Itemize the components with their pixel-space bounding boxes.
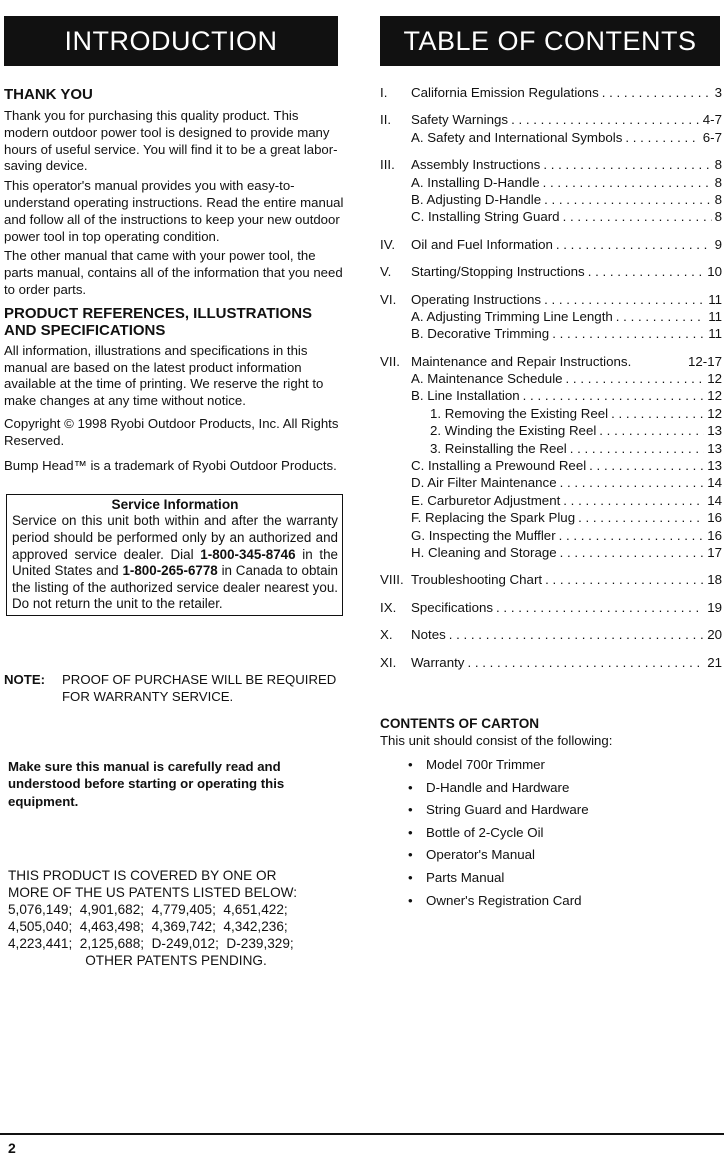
contents-of-carton-heading: CONTENTS OF CARTON [380,715,540,731]
toc-entry-title: Safety Warnings [411,112,509,128]
patents-line: 4,223,441; 2,125,688; D-249,012; D-239,329; [8,936,294,951]
toc-dot-leader [552,325,705,342]
toc-dot-leader [602,84,712,101]
toc-entry-number: VIII. [380,572,404,588]
toc-entry-number [380,509,411,526]
toc-dot-leader [543,174,712,191]
us-phone-number: 1-800-345-8746 [200,546,296,562]
toc-dot-leader [523,387,705,404]
toc-entry-number: I. [380,85,388,100]
toc-entry-number [380,387,411,404]
toc-entry-number [380,370,411,387]
carton-item: • Bottle of 2-Cycle Oil [380,822,722,845]
page-number: 2 [8,1140,16,1156]
service-information-title: Service Information [111,497,239,513]
toc-entry-title: A. Installing D-Handle [411,174,540,190]
toc-entry-title: Starting/Stopping Instructions [411,264,585,280]
toc-entry [380,174,722,191]
toc-entry [380,457,722,474]
carton-item-list [380,754,722,912]
contents-of-carton-intro: This unit should consist of the following: [380,732,613,748]
toc-entry-page: 10 [707,264,722,280]
toc-dot-leader [588,263,705,280]
toc-entry-title: Notes [411,627,446,643]
table-of-contents [380,84,722,671]
toc-entry-title: Assembly Instructions [411,157,541,173]
toc-dot-leader [563,208,712,225]
toc-entry-title: A. Maintenance Schedule [411,371,563,387]
toc-dot-leader [616,308,705,325]
toc-entry-title: F. Replacing the Spark Plug [411,510,576,526]
toc-entry-title: Warranty [411,654,465,670]
toc-dot-leader [559,527,705,544]
toc-entry-number [380,208,411,225]
toc-entry-number: XI. [380,654,397,670]
toc-dot-leader [544,291,705,308]
patents-block [8,867,344,969]
toc-entry-title: H. Cleaning and Storage [411,544,557,560]
toc-entry-number [380,174,411,191]
toc-entry-page: 17 [707,544,722,560]
toc-entry [380,527,722,544]
toc-entry-title: C. Installing a Prewound Reel [411,458,587,474]
toc-entry-number: II. [380,112,392,128]
toc-entry-page: 13 [707,440,722,456]
toc-entry-number: VI. [380,291,397,307]
toc-entry [380,509,722,526]
toc-entry-page: 12 [707,405,722,421]
toc-dot-leader [578,509,704,526]
toc-entry-title: Troubleshooting Chart [411,572,543,588]
toc-entry-page: 16 [707,510,722,526]
toc-entry-number [380,405,411,422]
toc-entry-page: 19 [707,599,722,615]
toc-entry-title: B. Adjusting D-Handle [411,191,542,207]
thank-you-heading: THANK YOU [4,86,93,103]
toc-entry [380,474,722,491]
toc-dot-leader [449,626,704,643]
toc-entry-title: California Emission Regulations [411,85,599,100]
toc-entry-title: G. Inspecting the Muffler [411,527,556,543]
toc-entry-title: A. Safety and International Symbols [411,129,623,145]
toc-entry-title: 2. Winding the Existing Reel [430,423,597,439]
note-label: NOTE: [4,671,46,687]
toc-dot-leader: . [627,353,632,369]
trademark-paragraph: Bump Head™ is a trademark of Ryobi Outdoor Products. [4,457,337,473]
toc-entry [380,129,722,146]
carton-item: • String Guard and Hardware [380,799,722,822]
toc-entry [380,263,722,280]
left-column [4,16,344,969]
toc-entry [380,353,722,370]
toc-entry-title: 1. Removing the Existing Reel [430,405,609,421]
toc-entry [380,654,722,671]
toc-entry-page: 8 [714,191,722,207]
toc-entry-number [380,422,411,439]
toc-entry-number: VII. [380,353,400,369]
carton-item: • Parts Manual [380,867,722,890]
carton-item: • Owner's Registration Card [380,890,722,913]
toc-entry-number [380,474,411,491]
toc-entry [380,325,722,342]
toc-entry-title: 3. Reinstalling the Reel [430,440,567,456]
toc-entry-title: Maintenance and Repair Instructions [411,353,628,369]
toc-entry-number [380,492,411,509]
copyright-paragraph: Copyright © 1998 Ryobi Outdoor Products, Inc. All Rights Reserved. [4,415,339,448]
toc-entry [380,208,722,225]
toc-entry-number [380,527,411,544]
toc-entry [380,405,722,422]
toc-entry-page: 8 [714,157,722,173]
toc-entry-page: 12 [707,388,722,404]
toc-dot-leader [563,492,704,509]
thank-you-paragraph: Thank you for purchasing this quality product. This modern outdoor power tool is designed to provide many hours of useful service. You will find it to be a great labor-saving device. [4,108,338,174]
toc-entry-number [380,129,411,146]
toc-entry-title: C. Installing String Guard [411,209,560,225]
carton-item: • D-Handle and Hardware [380,777,722,800]
toc-dot-leader [570,440,704,457]
contents-of-carton [380,715,722,912]
toc-entry [380,422,722,439]
note [4,672,344,706]
toc-entry-number [380,325,411,342]
product-references-heading: PRODUCT REFERENCES, ILLUSTRATIONS AND SPECIFICATIONS [4,304,313,339]
toc-entry-page: 11 [708,291,722,307]
toc-entry [380,544,722,561]
toc-entry-page: 16 [707,527,722,543]
toc-entry-number [380,440,411,457]
service-information-text: Service on this unit both within and after the warranty period should be performed only by an authorized and approved service dealer. Dial 1-800-345-8746 in the United States and 1-800-265-6778 in Canada to obtain the listing of the authorized service dealer nearest you. Do not return the unit to the retailer. [12,513,339,612]
toc-entry-page: 11 [708,308,722,324]
toc-entry [380,370,722,387]
toc-dot-leader [611,405,704,422]
toc-entry-page: 12-17 [687,353,722,369]
toc-dot-leader [560,544,705,561]
toc-entry-number [380,308,411,325]
toc-entry-page: 13 [707,423,722,439]
bottom-rule [0,1133,724,1135]
toc-entry-title: B. Decorative Trimming [411,326,550,342]
read-manual-warning: Make sure this manual is carefully read and understood before starting or operating this equipment. [8,758,285,809]
patents-line: 5,076,149; 4,901,682; 4,779,405; 4,651,422; [8,902,288,917]
toc-dot-leader [589,457,704,474]
toc-dot-leader [511,111,700,128]
toc-entry-number [380,191,411,208]
table-of-contents-banner: TABLE OF CONTENTS [380,16,720,66]
toc-entry-number: III. [380,157,395,173]
toc-dot-leader [566,370,705,387]
toc-entry-number [380,544,411,561]
toc-entry-page: 21 [707,654,722,670]
toc-dot-leader [560,474,705,491]
toc-entry-title: D. Air Filter Maintenance [411,475,557,491]
right-column [380,16,722,912]
toc-entry-page: 14 [707,492,722,508]
toc-entry-page: 8 [714,209,722,225]
toc-entry-page: 11 [708,326,722,342]
toc-dot-leader [544,191,712,208]
toc-entry-page: 9 [714,236,722,252]
toc-dot-leader [599,422,704,439]
manual-paragraph: This operator's manual provides you with easy-to-understand operating instructions. Read the entire manual and follow all of the instructions to keep your new outdoor power tool in top operating condition. [4,178,344,244]
toc-entry-page: 14 [707,475,722,491]
toc-dot-leader [543,156,711,173]
toc-entry [380,84,722,101]
toc-entry-title: A. Adjusting Trimming Line Length [411,308,613,324]
toc-entry-page: 13 [707,458,722,474]
toc-entry-page: 6-7 [702,129,722,145]
toc-entry [380,156,722,173]
toc-entry [380,571,722,588]
patents-line: MORE OF THE US PATENTS LISTED BELOW: [8,885,298,900]
introduction-banner: INTRODUCTION [4,16,338,66]
toc-entry [380,236,722,253]
toc-entry-title: B. Line Installation [411,388,520,404]
service-information-box [6,494,343,616]
toc-entry-page: 12 [707,371,722,387]
canada-phone-number: 1-800-265-6778 [122,563,218,579]
toc-entry-page: 20 [707,627,722,643]
carton-item: • Model 700r Trimmer [380,754,722,777]
toc-entry-number: V. [380,264,392,280]
toc-dot-leader [496,599,704,616]
patents-line: 4,505,040; 4,463,498; 4,369,742; 4,342,236; [8,919,288,934]
toc-entry-page: 8 [714,174,722,190]
toc-dot-leader [545,571,704,588]
toc-dot-leader [556,236,712,253]
toc-entry-title: Oil and Fuel Information [411,236,553,252]
toc-entry-title: E. Carburetor Adjustment [411,492,561,508]
toc-entry [380,191,722,208]
patents-pending: OTHER PATENTS PENDING. [85,953,267,968]
toc-entry-number: X. [380,627,393,643]
toc-entry-number: IV. [380,236,396,252]
carton-item: • Operator's Manual [380,844,722,867]
patents-line: THIS PRODUCT IS COVERED BY ONE OR [8,868,277,883]
toc-entry [380,387,722,404]
parts-manual-paragraph: The other manual that came with your power tool, the parts manual, contains all of the information that you need to order parts. [4,248,343,297]
toc-dot-leader [625,129,699,146]
toc-entry-page: 18 [707,572,722,588]
toc-entry [380,492,722,509]
specifications-paragraph: All information, illustrations and specifications in this manual are based on the latest product information available at the time of printing. We reserve the right to make changes at any time without notice. [4,342,324,409]
toc-entry-number [380,457,411,474]
toc-entry-title: Specifications [411,599,494,615]
toc-entry-number: IX. [380,599,397,615]
toc-entry [380,111,722,128]
toc-entry-title: Operating Instructions [411,291,542,307]
toc-entry [380,291,722,308]
note-text: PROOF OF PURCHASE WILL BE REQUIRED FOR WARRANTY SERVICE. [62,671,337,704]
toc-entry-page: 3 [714,85,722,100]
toc-entry [380,626,722,643]
toc-entry-page: 4-7 [702,112,722,128]
toc-entry [380,440,722,457]
toc-entry [380,599,722,616]
toc-entry [380,308,722,325]
toc-dot-leader [467,654,704,671]
